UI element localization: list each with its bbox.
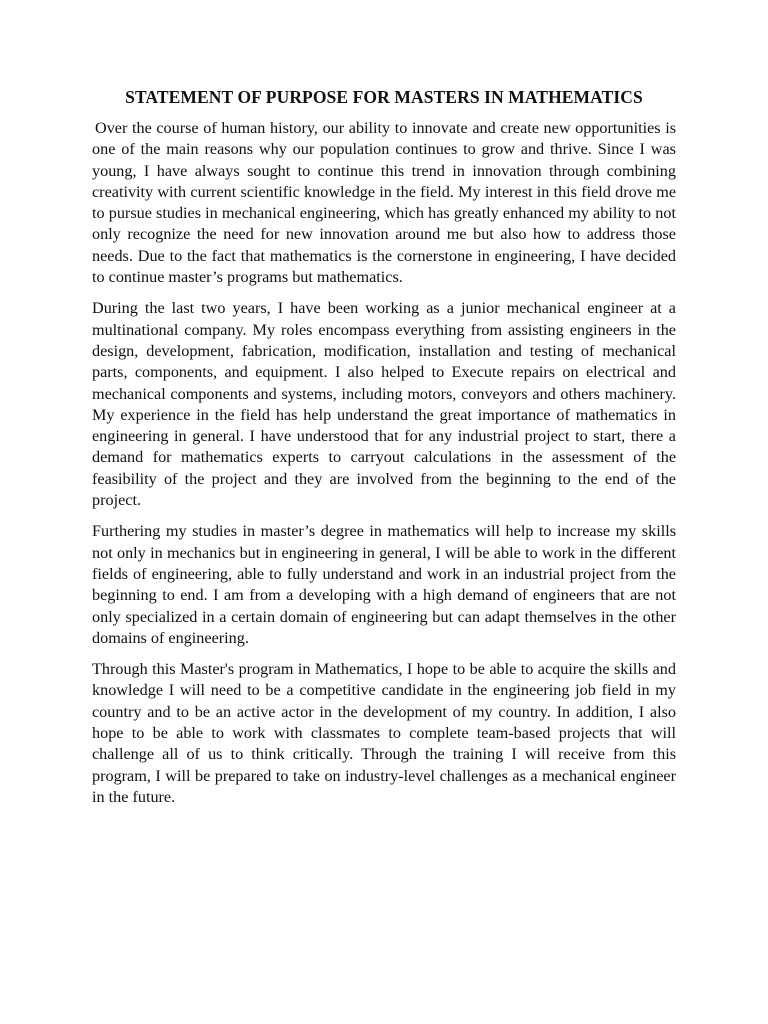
paragraph-introduction: Over the course of human history, our ability to innovate and create new opportunities is one of the main reasons why our population continues to grow and thrive. Since I was young, I have always sought to continue this trend in innovation through combining creativity with current scientific knowledge in the field. My interest in this field drove me to pursue studies in mechanical engineering, which has greatly enhanced my ability to not only recognize the need for new innovation around me but also how to address those needs. Due to the fact that mathematics is the cornerstone in engineering, I have decided to continue master’s programs but mathematics.: [92, 119, 676, 287]
document-title: STATEMENT OF PURPOSE FOR MASTERS IN MATHEMATICS: [125, 87, 643, 107]
paragraph-further-studies: Furthering my studies in master’s degree in mathematics will help to increase my skills not only in mechanics but in engineering in general, I will be able to work in the different fields of engineering, able to fully understand and work in an industrial project from the beginning to end. I am from a developing with a high demand of engineers that are not only specialized in a certain domain of engineering but can adapt themselves in the other domains of engineering.: [92, 522, 676, 647]
document-page: [92, 86, 676, 818]
paragraph-work-experience: During the last two years, I have been working as a junior mechanical engineer at a multinational company. My roles encompass everything from assisting engineers in the design, development, fabrication, modification, installation and testing of mechanical parts, components, and equipment. I also helped to Execute repairs on electrical and mechanical components and systems, including motors, conveyors and others machinery. My experience in the field has help understand the great importance of mathematics in engineering in general. I have understood that for any industrial project to start, there a demand for mathematics experts to carryout calculations in the assessment of the feasibility of the project and they are involved from the beginning to the end of the project.: [92, 299, 676, 510]
paragraph-program-goals: Through this Master's program in Mathematics, I hope to be able to acquire the skills and knowledge I will need to be a competitive candidate in the engineering job field in my country and to be an active actor in the development of my country. In addition, I also hope to be able to work with classmates to complete team-based projects that will challenge all of us to think critically. Through the training I will receive from this program, I will be prepared to take on industry-level challenges as a mechanical engineer in the future.: [92, 660, 676, 806]
